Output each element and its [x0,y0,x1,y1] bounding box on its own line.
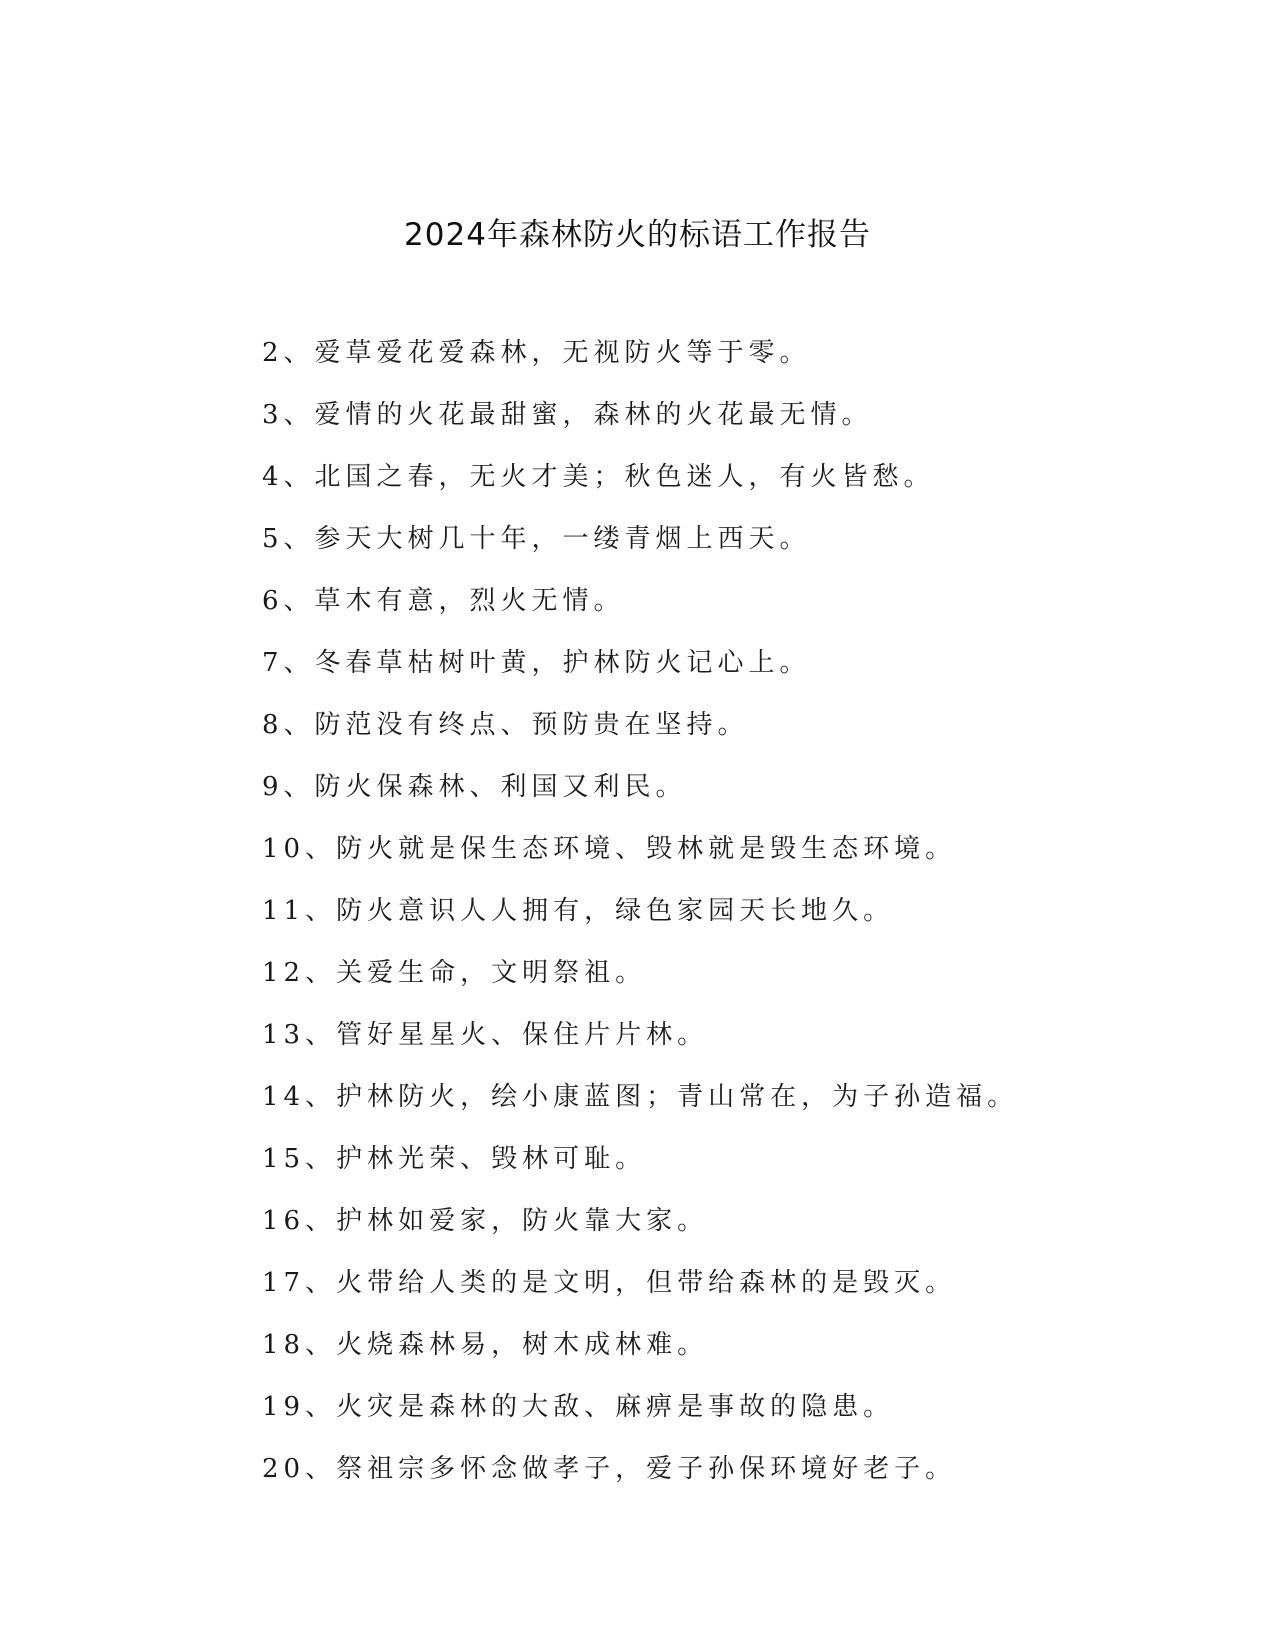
slogan-item: 12、关爱生命，文明祭祖。 [262,958,647,988]
slogan-item: 10、防火就是保生态环境、毁林就是毁生态环境。 [262,834,957,864]
slogan-item: 9、防火保森林、利国又利民。 [262,772,687,802]
slogan-item: 7、冬春草枯树叶黄，护林防火记心上。 [262,648,811,678]
slogan-item: 6、草木有意，烈火无情。 [262,586,625,616]
slogan-item: 11、防火意识人人拥有，绿色家园天长地久。 [262,896,895,926]
slogan-item: 5、参天大树几十年，一缕青烟上西天。 [262,524,811,554]
slogan-item: 16、护林如爱家，防火靠大家。 [262,1206,709,1236]
slogan-item: 18、火烧森林易，树木成林难。 [262,1330,709,1360]
slogan-list [262,333,1222,1511]
document-title: 2024年森林防火的标语工作报告 [404,217,871,253]
slogan-item: 2、爱草爱花爱森林，无视防火等于零。 [262,338,811,368]
slogan-item: 8、防范没有终点、预防贵在坚持。 [262,710,749,740]
slogan-item: 19、火灾是森林的大敌、麻痹是事故的隐患。 [262,1392,895,1422]
slogan-item: 13、管好星星火、保住片片林。 [262,1020,709,1050]
slogan-item: 3、爱情的火花最甜蜜，森林的火花最无情。 [262,400,873,430]
slogan-item: 14、护林防火，绘小康蓝图；青山常在，为子孙造福。 [262,1082,1019,1112]
slogan-item: 20、祭祖宗多怀念做孝子，爱子孙保环境好老子。 [262,1454,957,1484]
slogan-item: 4、北国之春，无火才美；秋色迷人，有火皆愁。 [262,462,935,492]
slogan-item: 15、护林光荣、毁林可耻。 [262,1144,647,1174]
slogan-item: 17、火带给人类的是文明，但带给森林的是毁灭。 [262,1268,957,1298]
